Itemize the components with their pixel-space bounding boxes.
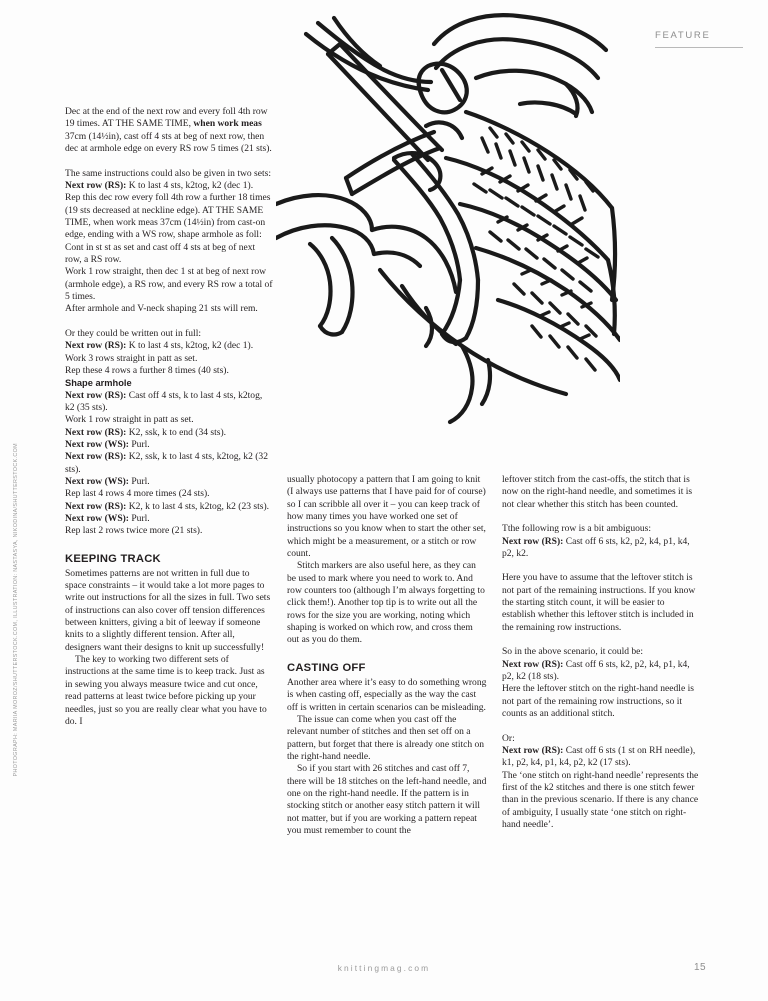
row-text: Cast off 6 sts, k2, p2, k4, p1, k4, p2, k2 (18 sts). (502, 658, 690, 683)
pattern-paragraph (65, 353, 273, 365)
header-kicker: FEATURE (655, 30, 711, 41)
column-three-blocks (502, 474, 700, 831)
row-label: when work meas (193, 118, 262, 130)
pattern-paragraph (65, 451, 273, 476)
pattern-paragraph (65, 266, 273, 303)
section-heading-casting-off: CASTING OFF (287, 661, 366, 674)
column-two-section-paragraphs (287, 677, 487, 837)
row-text: Rep this dec row every foll 4th row a further 18 times (19 sts decreased at neckline edge). AT THE SAME TIME, when work meas 37cm (14½in) from cast-on edge, ending with a WS row, shape armhole as foll: (65, 192, 271, 241)
pattern-paragraph (65, 168, 273, 180)
row-text: K2, ssk, k to last 4 sts, k2tog, k2 (32 sts). (65, 451, 268, 475)
row-label: Next row (WS): (65, 513, 132, 525)
pattern-paragraph (65, 427, 273, 439)
row-label: Next row (RS): (65, 340, 129, 352)
body-paragraph: The key to working two different sets of instructions at the same time is to keep track. Just as in sewing you always measure twice and cut once, read patterns at least twice before picking up your needles, just so you are really clear what you have to do. I (65, 654, 267, 727)
pattern-paragraph (502, 733, 700, 745)
row-text: Purl. (131, 513, 150, 525)
row-text: The ‘one stitch on right-hand needle’ represents the first of the k2 stitches and there is one stitch fewer than in the previous scenario. If there is any chance of ambiguity, I usually state ‘one stitch on right-hand needle’. (502, 769, 699, 830)
row-text: Cast off 6 sts (1 st on RH needle), k1, p2, k4, p1, k4, p2, k2 (17 sts). (502, 744, 696, 769)
pattern-paragraph (65, 525, 273, 537)
body-paragraph: Another area where it’s easy to do something wrong is when casting off, especially as the way the cast off is written in certain scenarios can be misleading. (287, 676, 487, 713)
pattern-paragraph (502, 536, 700, 561)
row-text: Or they could be written out in full: (65, 327, 202, 339)
text-column-two (287, 474, 487, 837)
row-text: Cast off 4 sts, k to last 4 sts, k2tog, k2 (35 sts). (65, 389, 263, 413)
column-one-blocks (65, 106, 273, 538)
row-text: Purl. (131, 476, 150, 487)
row-text: Here the leftover stitch on the right-hand needle is not part of the remaining row instructions, so it counts as an additional stitch. (502, 683, 694, 720)
row-text: Work 3 rows straight in patt as set. (65, 352, 198, 364)
column-one-section-paragraphs (65, 568, 273, 728)
pattern-paragraph (65, 192, 273, 241)
footer-website[interactable]: knittingmag.com (337, 963, 431, 973)
row-text: K to last 4 sts, k2tog, k2 (dec 1). (128, 179, 254, 191)
pattern-paragraph (502, 572, 700, 634)
pattern-paragraph (502, 646, 700, 658)
row-text: Rep last 4 rows 4 more times (24 sts). (65, 488, 210, 500)
row-text: Or: (502, 732, 515, 744)
row-text: Cont in st st as set and cast off 4 sts at beg of next row, a RS row. (65, 241, 256, 265)
row-text: Cast off 6 sts, k2, p2, k4, p1, k4, p2, k2. (502, 535, 690, 559)
pattern-paragraph (502, 683, 700, 720)
row-text: Work 1 row straight, then dec 1 st at beg of next row (armhole edge), a RS row, and every RS row a total of 5 times. (65, 266, 273, 302)
body-paragraph: So if you start with 26 stitches and cast off 7, there will be 18 stitches on the left-hand needle, and one on the right-hand needle. If the pattern is in stocking stitch or another easy stitch pattern it will not matter, but if you are working a pattern repeat you must remember to count the (287, 763, 487, 836)
pattern-paragraph (502, 745, 700, 770)
body-paragraph: Sometimes patterns are not written in full due to space constraints – it would take a lot more pages to write out instructions for all the sizes in full. Two sets of instructions can also cover off tension differences between knitters, giving a bit of leeway if someone knits to a slightly different tension. After all, designers want their designs to knit up successfully! (65, 567, 271, 653)
row-text: Here you have to assume that the leftover stitch is not part of the remaining instructions. If you know the starting stitch count, it will be easier to establish whether this leftover stitch is included in the remaining row instructions. (502, 572, 696, 633)
row-label: Shape armhole (65, 378, 132, 389)
pattern-paragraph (65, 180, 273, 192)
pattern-paragraph (65, 106, 273, 155)
row-label: Next row (WS): (65, 476, 132, 487)
row-label: Next row (RS): (502, 658, 566, 670)
pattern-paragraph (502, 659, 700, 684)
row-label: Next row (RS): (502, 744, 566, 756)
row-text: The same instructions could also be given in two sets: (65, 167, 272, 179)
pattern-subheading (65, 377, 273, 389)
row-text: K2, k to last 4 sts, k2tog, k2 (23 sts). (128, 500, 270, 512)
body-paragraph: Stitch markers are also useful here, as they can be used to mark where you need to work to. And row counters too (although I’m always forgetting to click them!). Another top tip is to write out all the rows for the size you are working, noting which shaping is worked on which row, and cross them out as you do them. (287, 560, 485, 646)
column-two-paragraphs (287, 474, 487, 647)
pattern-paragraph (65, 488, 273, 500)
row-label: Next row (RS): (65, 451, 129, 463)
pattern-paragraph (65, 390, 273, 415)
row-text: Tthe following row is a bit ambiguous: (502, 523, 652, 535)
row-label: Next row (WS): (65, 438, 132, 450)
row-text: After armhole and V-neck shaping 21 sts will rem. (65, 303, 258, 315)
pattern-paragraph (502, 523, 700, 535)
row-text: leftover stitch from the cast-offs, the stitch that is now on the right-hand needle, and sometimes it is not clear whether this stitch has been counted. (502, 474, 693, 510)
section-heading-keeping-track: KEEPING TRACK (65, 552, 161, 565)
text-column-three (502, 474, 700, 831)
row-text: Rep last 2 rows twice more (21 sts). (65, 525, 203, 537)
row-text: Rep these 4 rows a further 8 times (40 sts). (65, 364, 229, 376)
pattern-paragraph (65, 414, 273, 426)
row-label: Next row (RS): (65, 500, 129, 512)
pattern-paragraph (65, 340, 273, 352)
row-text: Work 1 row straight in patt as set. (65, 414, 194, 426)
pattern-paragraph (65, 439, 273, 451)
row-label: Next row (RS): (65, 389, 129, 401)
row-text: 37cm (14½in), cast off 4 sts at beg of next row, then dec at armhole edge on every RS row 5 times (21 sts). (65, 130, 272, 155)
pattern-paragraph (65, 476, 273, 488)
pattern-paragraph (65, 303, 273, 315)
body-paragraph: usually photocopy a pattern that I am going to knit (I always use patterns that I have paid for of course) so I can scribble all over it – you can keep track of how many times you have worked one set of instructions so you know when to start the other set, which might be a measurement, or a stitch or row count. (287, 474, 486, 560)
pattern-paragraph (502, 770, 700, 832)
row-text: Dec at the end of the next row and every foll 4th row 19 times. AT THE SAME TIME, (65, 106, 268, 130)
row-label: Next row (RS): (502, 535, 566, 547)
row-text: K to last 4 sts, k2tog, k2 (dec 1). (128, 340, 254, 352)
pattern-paragraph (502, 474, 700, 511)
pattern-paragraph (65, 328, 273, 340)
row-text: So in the above scenario, it could be: (502, 646, 644, 658)
row-text: Purl. (131, 438, 150, 450)
row-label: Next row (RS): (65, 426, 129, 438)
row-label: Next row (RS): (65, 179, 129, 191)
pattern-paragraph (65, 513, 273, 525)
row-text: K2, ssk, k to end (34 sts). (128, 426, 227, 438)
hands-knitting-illustration (276, 8, 620, 463)
photo-credit: PHOTOGRAPH: MARIIA MOROZ/SHUTTERSTOCK.COM, ILLUSTRATION: NASTASYA, NIKODINA/SHUTTERSTOCK.COM (13, 443, 19, 777)
pattern-paragraph (65, 365, 273, 377)
text-column-one (65, 106, 273, 728)
pattern-paragraph (65, 242, 273, 267)
pattern-paragraph (65, 501, 273, 513)
header-rule (655, 47, 743, 48)
body-paragraph: The issue can come when you cast off the relevant number of stitches and then set off on a pattern, but forget that there is already one stitch on the right-hand needle. (287, 713, 485, 762)
footer-page-number: 15 (694, 962, 707, 973)
